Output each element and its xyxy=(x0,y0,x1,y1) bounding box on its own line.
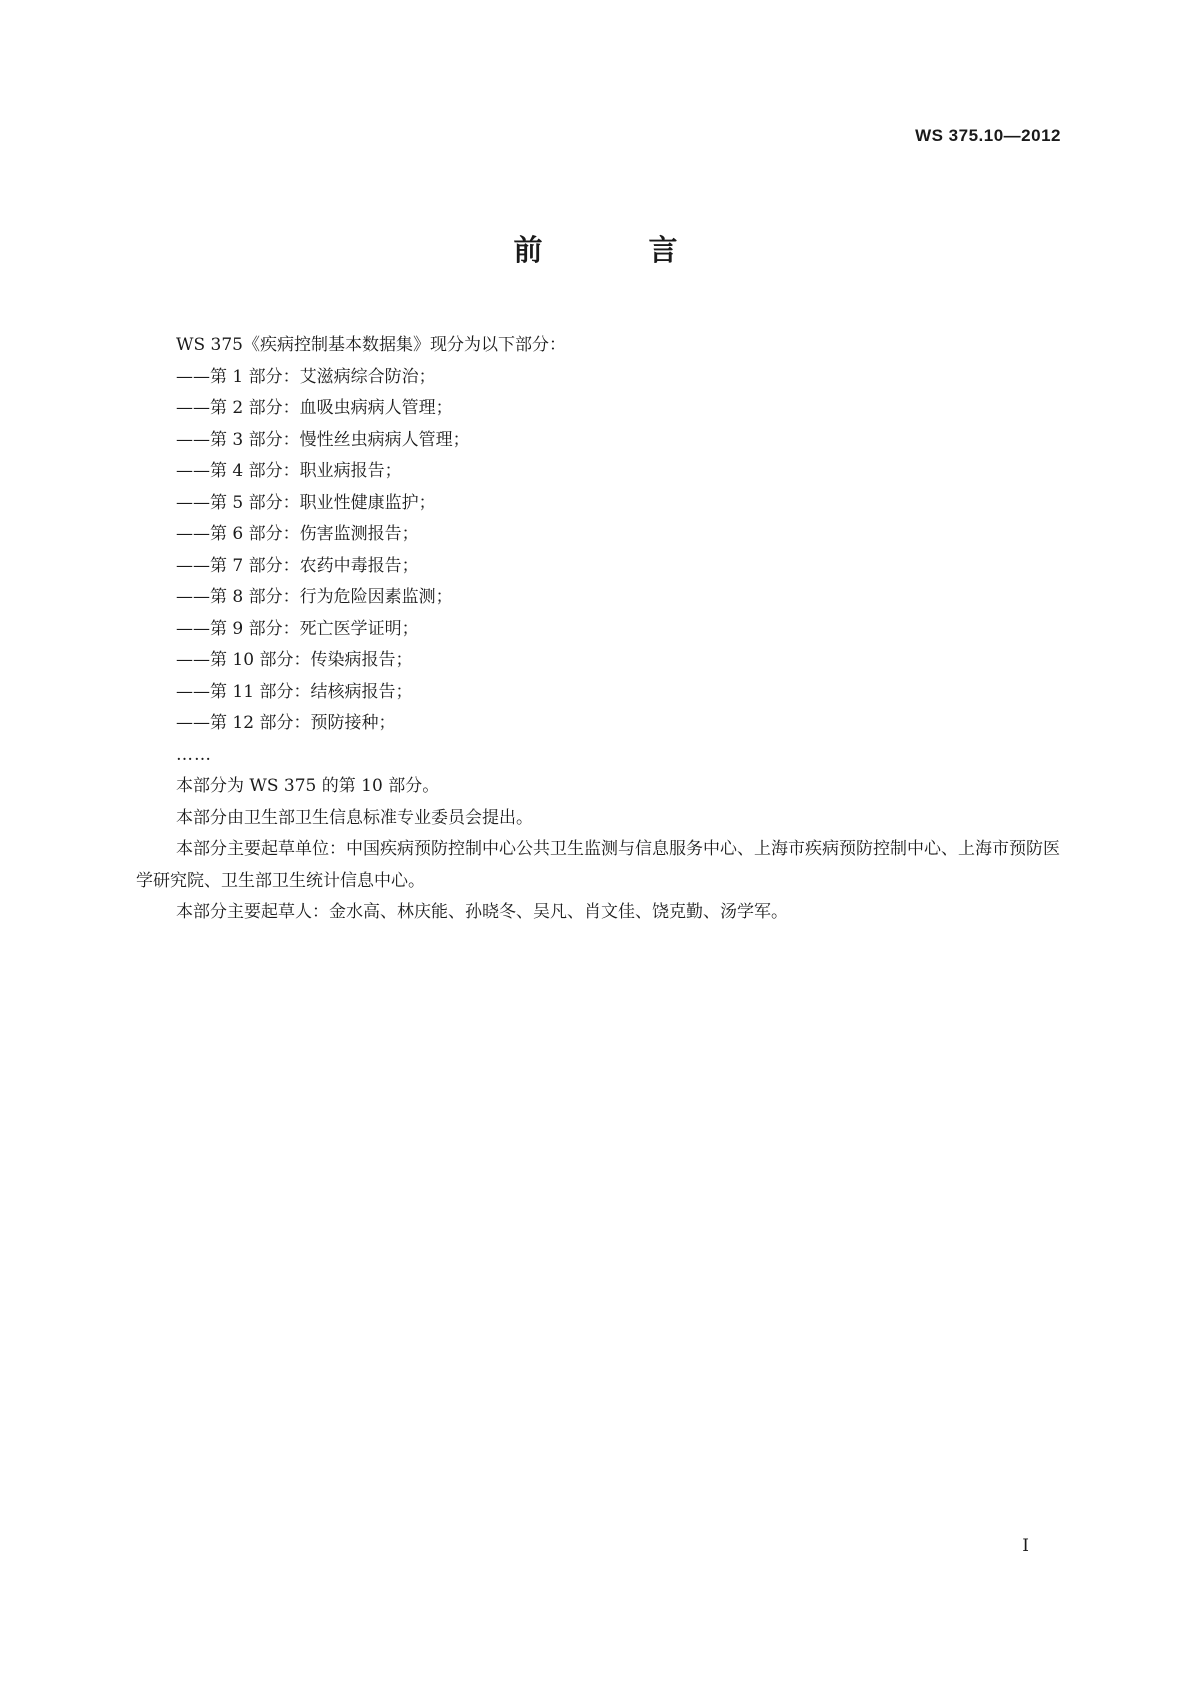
part-statement: 本部分为 WS 375 的第 10 部分。 xyxy=(176,776,440,796)
list-item: ——第 3 部分：慢性丝虫病病人管理； xyxy=(176,429,470,450)
list-item: ——第 12 部分：预防接种； xyxy=(176,713,396,733)
page-number: I xyxy=(1022,1536,1029,1556)
list-item: ——第 11 部分：结核病报告； xyxy=(176,681,413,702)
list-item: ——第 1 部分：艾滋病综合防治； xyxy=(176,366,436,387)
drafters-statement: 本部分主要起草人：金水高、林庆能、孙晓冬、吴凡、肖文佳、饶克勤、汤学军。 xyxy=(176,902,788,922)
parts-list xyxy=(136,362,1062,740)
list-item: ——第 8 部分：行为危险因素监测； xyxy=(176,587,453,607)
list-item: ——第 2 部分：血吸虫病病人管理； xyxy=(176,398,453,418)
list-item: ——第 5 部分：职业性健康监护； xyxy=(176,492,436,513)
list-item: ——第 6 部分：伤害监测报告； xyxy=(176,524,419,544)
standard-code: WS 375.10—2012 xyxy=(915,126,1061,145)
list-item: ——第 7 部分：农药中毒报告； xyxy=(176,555,419,576)
list-item: ——第 10 部分：传染病报告； xyxy=(176,650,413,670)
list-item: ——第 4 部分：职业病报告； xyxy=(176,461,402,481)
foreword-body xyxy=(136,330,1062,929)
proposer-statement: 本部分由卫生部卫生信息标准专业委员会提出。 xyxy=(176,807,533,828)
intro-paragraph: WS 375《疾病控制基本数据集》现分为以下部分： xyxy=(176,335,566,355)
list-ellipsis: …… xyxy=(176,744,212,765)
drafting-units-statement: 本部分主要起草单位：中国疾病预防控制中心公共卫生监测与信息服务中心、上海市疾病预防控制中心、上海市预防医学研究院、卫生部卫生统计信息中心。 xyxy=(136,839,1060,891)
list-item: ——第 9 部分：死亡医学证明； xyxy=(176,618,419,639)
page-title: 前 言 xyxy=(513,233,726,267)
